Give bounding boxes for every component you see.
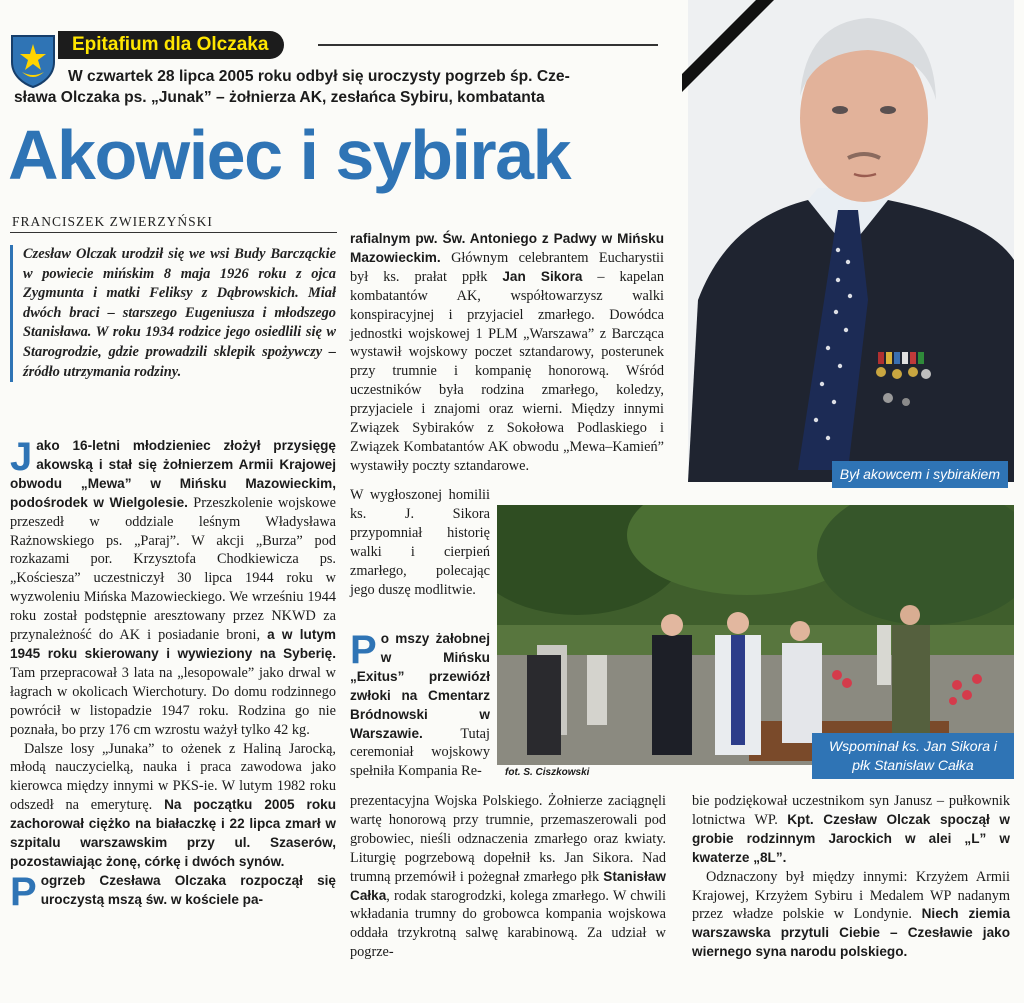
bold-text: Na początku 2005 roku zachorował ciężko na białaczkę i 22 lipca zmarł w szpitalu warszawskim przy ul. Szaserów, pozostawiając żonę, córkę i dwóch synów. [10, 797, 337, 869]
body-text: Dalsze losy „Junaka” to ożenek z Haliną Jarocką, młodą nauczycielką, nauka i praca zawodowa jako kierowca między innymi w PKS-ie. W lutym 1982 roku odszedł na emeryturę. [10, 740, 336, 814]
paragraph: W wygłoszonej homilii ks. J. Sikora przypomniał historię walki i cierpień zmarłego, polecając jego duszę modlitwie. [350, 487, 490, 598]
article-column-2-top [350, 230, 664, 476]
section-tag: Epitafium dla Olczaka [58, 31, 284, 59]
body-text: Tutaj ceremoniał wojskowy spełniła Kompania Re- [350, 725, 490, 780]
body-text: bie podziękował uczestnikom syn Janusz – pułkownik lotnictwa WP. [692, 793, 1010, 828]
funeral-photo-caption: Wspominał ks. Jan Sikora i płk Stanisław Całka [812, 733, 1014, 779]
header-rule [318, 44, 658, 46]
photo-credit: fot. S. Ciszkowski [505, 767, 590, 778]
paragraph [692, 792, 1010, 868]
drop-cap: P [350, 628, 377, 672]
bold-text: a w lutym 1945 roku skierowany i wywieziony na Syberię. [10, 627, 337, 661]
funeral-photo [497, 505, 1014, 765]
bold-text: ogrzeb Czesława Olczaka rozpoczął się uroczystą mszą św. w kościele pa- [40, 872, 336, 907]
bold-text: o mszy żałobnej w Mińsku „Exitus” przewiózł zwłoki na Cmentarz Bródnowski w Warszawie. [350, 631, 490, 741]
bold-text: Kpt. Czesław Olczak spoczął w grobie rodzinnym Jarockich w alei „L” w kwaterze „8L”. [692, 811, 1011, 865]
bold-text: Niech ziemia warszawska przytuli Ciebie – Czesławie jako wiernego syna narodu polskiego. [692, 906, 1011, 960]
headline: Akowiec i sybirak [8, 116, 571, 194]
body-text: – kapelan kombatantów AK, współtowarzysz walki konspiracyjnej i przyjaciel zmarłego. Dowódca jednostki wojskowej 1 PLM „Warszawa” z Barcząca wystawił wojskowy poczet sztandarowy, posterunek przy trumnie i kompanię honorową. Wśród uczestników była rodzina zmarłego, koledzy, przyjaciele i znajomi oraz wierni. Między innymi Związek Sybiraków z Sokołowa Podlaskiego i Związek Kombatantów AK obwodu „Mewa–Kamień” wystawiły poczty sztandarowe. [350, 268, 664, 474]
bold-text: ako 16-letni młodzieniec złożył przysięgę akowską i stał się żołnierzem Armii Krajowej obwodu „Mewa” w Mińsku Mazowieckim, podośrodek w Wielgolesie. [10, 438, 336, 510]
body-text: , rodak starogrodzki, kolega zmarłego. W chwili wkładania trumny do grobowca kompania wojskowa oddała trzykrotną salwę karabinową. Za udział w pogrze- [350, 887, 666, 961]
article-column-3 [692, 792, 1010, 962]
article-column-1 [10, 435, 337, 914]
paragraph [350, 630, 490, 781]
article-column-2-middle [350, 486, 490, 599]
bold-text: Jan Sikora [502, 268, 583, 284]
article-column-2-bottom [350, 792, 666, 962]
drop-cap: J [10, 435, 33, 479]
byline: FRANCISZEK ZWIERZYŃSKI [12, 214, 213, 229]
portrait-caption: Był akowcem i sybirakiem [832, 461, 1008, 488]
paragraph [350, 792, 666, 962]
body-text: Odznaczony był między innymi: Krzyżem Armii Krajowej, Krzyżem Sybiru i Medalem WP nadanym przez władze polskie w Londynie. [692, 868, 1010, 923]
byline-rule [10, 232, 337, 233]
subheadline-line-2: sława Olczaka ps. „Junak” – żołnierza AK, zesłańca Sybiru, kombatanta [14, 89, 545, 106]
paragraph [350, 230, 664, 476]
body-text: Przeszkolenie wojskowe przeszedł w oddziale leśnym Władysława Rażnowskiego ps. „Paraj”. W akcji „Burza” pod rozkazami por. Krzysztofa Chodkiewicza ps. „Kościesza” uczestniczył 30 lipca 1944 roku w wyzwoleniu Mińska Mazowieckiego. We wrześniu 1944 roku został podstępnie aresztowany przez NKWD za przynależność do AK i posiadanie broni, [10, 494, 336, 644]
paragraph [10, 740, 336, 872]
bold-text: Stanisław Całka [350, 868, 666, 903]
bold-text: rafialnym pw. Św. Antoniego z Padwy w Mińsku Mazowieckim. [350, 231, 664, 265]
body-text: prezentacyjna Wojska Polskiego. Żołnierze zaciągnęli wartę honorową przy trumnie, przemaszerowali pod grobowiec, nieśli odznaczenia zmarłego oraz kwiaty. Liturgię pogrzebową dopełnił ks. Jan Sikora. Nad trumną przemówił i pożegnał zmarłego płk [350, 793, 666, 885]
intro-paragraph: Czesław Olczak urodził się we wsi Budy Barcząckie w powiecie mińskim 8 maja 1926 roku z ojca Zygmunta i matki Feliksy z Dąbrowskich. Miał dwóch braci – starszego Eugeniusza i młodszego Stanisława. W roku 1934 rodzice jego osiedlili się w Starogrodzie, gdzie prowadzili sklepik spożywczy – źródło utrzymania rodziny. [10, 245, 336, 382]
paragraph [692, 868, 1010, 963]
subheadline [14, 66, 664, 108]
body-text: Głównym celebrantem Eucharystii był ks. prałat ppłk [350, 249, 664, 285]
funeral-illustration [497, 505, 1014, 765]
paragraph [10, 437, 336, 740]
paragraph [10, 869, 336, 914]
mourning-band [682, 0, 782, 100]
body-text: Tam przepracował 3 lata na „lesopowale” jako drwal w łagrach w okolicach Wierchotury. Do domu rodzinnego powrócił w listopadzie 1947 roku. Rodzina go nie poznała, bo przy 176 cm wzrostu ważył tylko 42 kg. [10, 664, 336, 738]
subheadline-line-1: W czwartek 28 lipca 2005 roku odbył się uroczysty pogrzeb śp. Cze- [68, 68, 570, 85]
drop-cap: P [10, 869, 37, 914]
article-column-2-lower [350, 630, 490, 781]
